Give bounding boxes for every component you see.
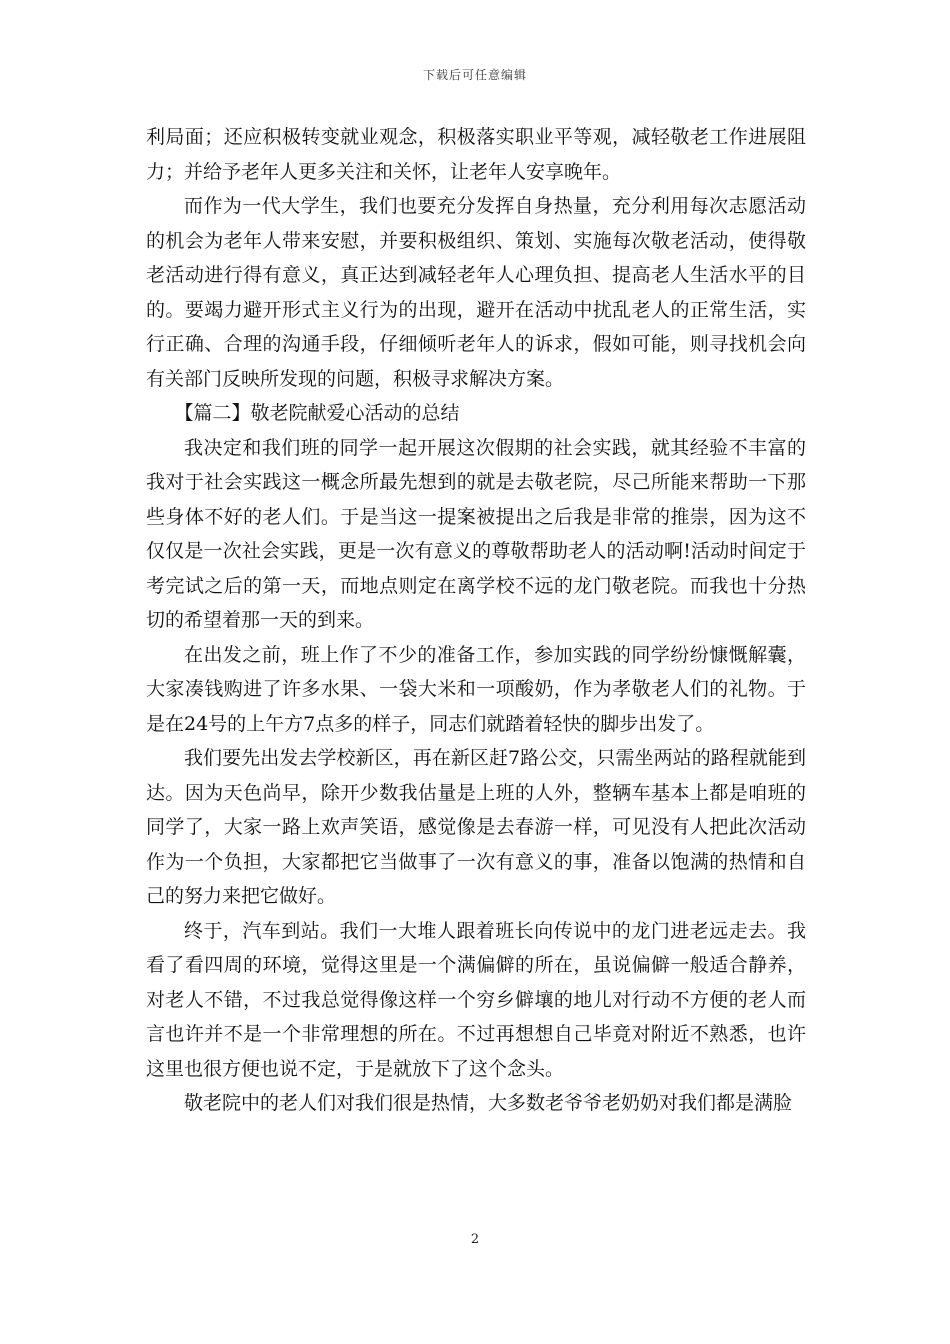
page-header: 下载后可任意编辑: [422, 68, 527, 82]
paragraph: 我们要先出发去学校新区，再在新区赶7路公交，只需坐两站的路程就能到达。因为天色尚早，除开少数我估量是上班的人外，整辆车基本上都是咱班的同学了，大家一路上欢声笑语，感觉像是去春游一样，可见没有人把此次活动作为一个负担，大家都把它当做事了一次有意义的事，准备以饱满的热情和自己的努力来把它做好。: [146, 747, 806, 907]
paragraph: 敬老院中的老人们对我们很是热情，大多数老爷爷老奶奶对我们都是满脸: [184, 1092, 793, 1114]
page-number: 2: [470, 1232, 480, 1247]
paragraph: 在出发之前，班上作了不少的准备工作，参加实践的同学纷纷慷慨解囊，大家凑钱购进了许多水果、一袋大米和一项酸奶，作为孝敬老人们的礼物。于是在24号的上午方7点多的样子，同志们就踏着轻快的脚步出发了。: [146, 643, 806, 735]
document-body: [146, 120, 806, 1121]
paragraph-continued: 利局面；还应积极转变就业观念，积极落实职业平等观，减轻敬老工作进展阻力；并给予老年人更多关注和关怀，让老年人安享晚年。: [146, 126, 806, 183]
paragraph: 终于，汽车到站。我们一大堆人跟着班长向传说中的龙门进老远走去。我看了看四周的环境，觉得这里是一个满偏僻的所在，虽说偏僻一般适合静养，对老人不错，不过我总觉得像这样一个穷乡僻壤的地儿对行动不方便的老人而言也许并不是一个非常理想的所在。不过再想想自己毕竟对附近不熟悉，也许这里也很方便也说不定，于是就放下了这个念头。: [146, 919, 806, 1080]
section-title: 【篇二】敬老院献爱心活动的总结: [174, 402, 460, 424]
paragraph: 我决定和我们班的同学一起开展这次假期的社会实践，就其经验不丰富的我对于社会实践这一概念所最先想到的就是去敬老院，尽己所能来帮助一下那些身体不好的老人们。于是当这一提案被提出之后我是非常的推崇，因为这不仅仅是一次社会实践，更是一次有意义的尊敬帮助老人的活动啊!活动时间定于考完试之后的第一天，而地点则定在离学校不远的龙门敬老院。而我也十分热切的希望着那一天的到来。: [146, 436, 806, 631]
paragraph: 而作为一代大学生，我们也要充分发挥自身热量，充分利用每次志愿活动的机会为老年人带来安慰，并要积极组织、策划、实施每次敬老活动，使得敬老活动进行得有意义，真正达到减轻老年人心理负担、提高老人生活水平的目的。要竭力避开形式主义行为的出现，避开在活动中扰乱老人的正常生活，实行正确、合理的沟通手段，仔细倾听老年人的诉求，假如可能，则寻找机会向有关部门反映所发现的问题，积极寻求解决方案。: [146, 195, 806, 390]
